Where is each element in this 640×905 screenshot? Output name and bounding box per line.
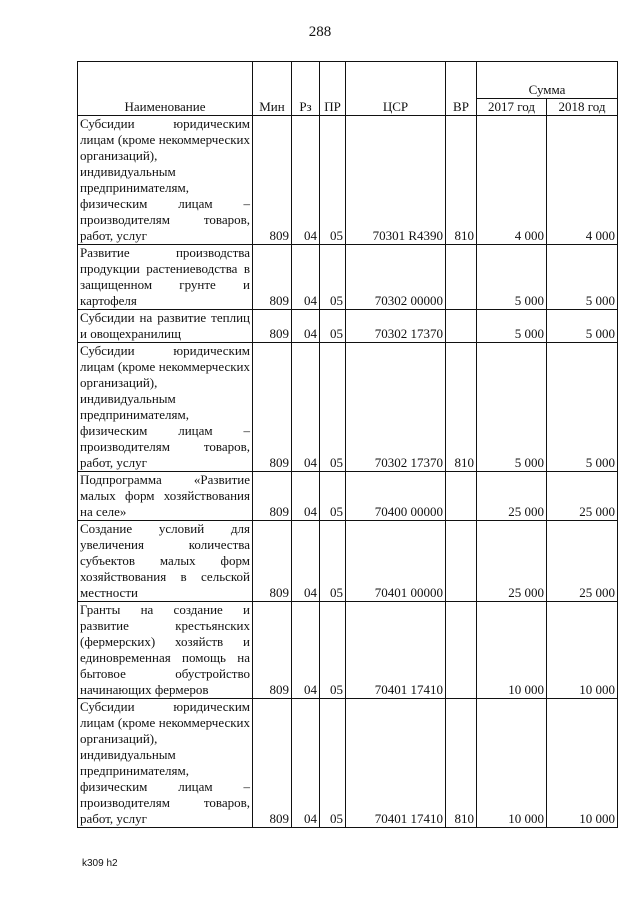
row-sum-2017: 10 000 — [477, 699, 547, 828]
row-name: Гранты на создание и развитие крестьянских (фермерских) хозяйств и единовременная помощь на бытовое обустройство начинающих фермеров — [78, 602, 253, 699]
row-sum-2017: 4 000 — [477, 116, 547, 245]
header-pr: ПР — [320, 62, 346, 116]
row-sum-2017: 5 000 — [477, 343, 547, 472]
row-rz: 04 — [292, 310, 320, 343]
row-name: Субсидии на развитие теплиц и овощехранилищ — [78, 310, 253, 343]
table-row — [78, 602, 618, 699]
row-rz: 04 — [292, 521, 320, 602]
row-vr — [446, 310, 477, 343]
row-csr: 70302 17370 — [346, 343, 446, 472]
row-sum-2018: 5 000 — [547, 343, 618, 472]
row-sum-2017: 25 000 — [477, 472, 547, 521]
row-name: Подпрограмма «Развитие малых форм хозяйствования на селе» — [78, 472, 253, 521]
row-csr: 70401 17410 — [346, 602, 446, 699]
row-csr: 70401 00000 — [346, 521, 446, 602]
row-sum-2017: 5 000 — [477, 310, 547, 343]
row-sum-2018: 25 000 — [547, 472, 618, 521]
row-vr: 810 — [446, 343, 477, 472]
table-row — [78, 521, 618, 602]
row-min: 809 — [253, 245, 292, 310]
row-pr: 05 — [320, 521, 346, 602]
row-vr — [446, 245, 477, 310]
row-csr: 70400 00000 — [346, 472, 446, 521]
row-rz: 04 — [292, 343, 320, 472]
row-sum-2018: 25 000 — [547, 521, 618, 602]
row-min: 809 — [253, 343, 292, 472]
table-row — [78, 310, 618, 343]
row-sum-2017: 5 000 — [477, 245, 547, 310]
row-name: Субсидии юридическим лицам (кроме некоммерческих организаций), индивидуальным предпринимателям, физическим лицам – производителям товаров, работ, услуг — [78, 116, 253, 245]
table-row — [78, 699, 618, 828]
page-number: 288 — [308, 24, 332, 40]
header-rz: Рз — [292, 62, 320, 116]
row-name: Развитие производства продукции растениеводства в защищенном грунте и картофеля — [78, 245, 253, 310]
row-csr: 70302 17370 — [346, 310, 446, 343]
row-sum-2017: 10 000 — [477, 602, 547, 699]
budget-table — [77, 61, 618, 828]
row-min: 809 — [253, 310, 292, 343]
row-vr: 810 — [446, 116, 477, 245]
row-vr — [446, 521, 477, 602]
row-rz: 04 — [292, 472, 320, 521]
row-rz: 04 — [292, 245, 320, 310]
row-pr: 05 — [320, 310, 346, 343]
row-sum-2017: 25 000 — [477, 521, 547, 602]
header-min: Мин — [253, 62, 292, 116]
row-pr: 05 — [320, 699, 346, 828]
table-row — [78, 472, 618, 521]
row-sum-2018: 10 000 — [547, 602, 618, 699]
row-rz: 04 — [292, 699, 320, 828]
row-sum-2018: 5 000 — [547, 310, 618, 343]
row-min: 809 — [253, 602, 292, 699]
header-name: Наименование — [78, 62, 253, 116]
row-pr: 05 — [320, 472, 346, 521]
row-pr: 05 — [320, 245, 346, 310]
row-name: Субсидии юридическим лицам (кроме некоммерческих организаций), индивидуальным предпринимателям, физическим лицам – производителям товаров, работ, услуг — [78, 699, 253, 828]
row-vr — [446, 472, 477, 521]
row-name: Создание условий для увеличения количества субъектов малых форм хозяйствования в сельской местности — [78, 521, 253, 602]
row-sum-2018: 5 000 — [547, 245, 618, 310]
row-min: 809 — [253, 699, 292, 828]
row-name: Субсидии юридическим лицам (кроме некоммерческих организаций), индивидуальным предпринимателям, физическим лицам – производителям товаров, работ, услуг — [78, 343, 253, 472]
header-vr: ВР — [446, 62, 477, 116]
table-body — [78, 116, 618, 828]
row-min: 809 — [253, 521, 292, 602]
table-row — [78, 116, 618, 245]
row-vr: 810 — [446, 699, 477, 828]
row-sum-2018: 10 000 — [547, 699, 618, 828]
header-year-2018: 2018 год — [547, 99, 618, 116]
header-year-2017: 2017 год — [477, 99, 547, 116]
row-sum-2018: 4 000 — [547, 116, 618, 245]
row-rz: 04 — [292, 116, 320, 245]
header-sum: Сумма — [477, 62, 618, 99]
row-vr — [446, 602, 477, 699]
row-csr: 70301 R4390 — [346, 116, 446, 245]
table-row — [78, 245, 618, 310]
header-csr: ЦСР — [346, 62, 446, 116]
row-rz: 04 — [292, 602, 320, 699]
row-csr: 70401 17410 — [346, 699, 446, 828]
row-min: 809 — [253, 116, 292, 245]
table-row — [78, 343, 618, 472]
footer-code: k309 h2 — [82, 858, 118, 869]
row-min: 809 — [253, 472, 292, 521]
row-csr: 70302 00000 — [346, 245, 446, 310]
row-pr: 05 — [320, 116, 346, 245]
row-pr: 05 — [320, 343, 346, 472]
row-pr: 05 — [320, 602, 346, 699]
